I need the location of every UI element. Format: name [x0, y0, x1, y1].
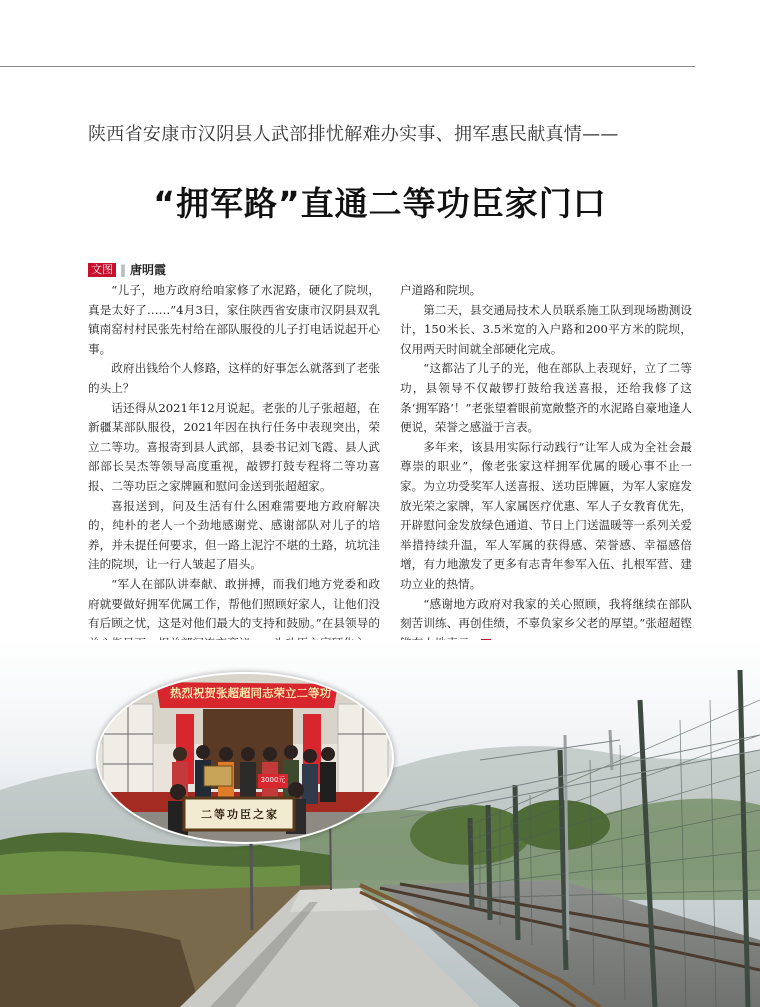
paragraph: 喜报送到，问及生活有什么困难需要地方政府解决的，纯朴的老人一个劲地感谢党、感谢部队对儿子的培养，并未提任何要求，但一路上泥泞不堪的土路，坑坑洼洼的院坝，让一行人皱起了眉头。: [88, 498, 380, 572]
paragraph: 政府出钱给个人修路，这样的好事怎么就落到了老张的头上？: [88, 361, 380, 395]
plaque-text: 二等功臣之家: [201, 808, 279, 821]
text-column-right: [400, 281, 692, 653]
paragraph: 话还得从2021年12月说起。老张的儿子张超超，在新疆某部队服役，2021年因在执行任务中表现突出，荣立二等功。喜报寄到县人武部，县委书记刘飞霞、县人武部部长吴杰等领导高度重视，敲锣打鼓专程将二等功喜报、二等功臣之家牌匾和慰问金送到张超超家。: [88, 400, 380, 493]
banner-text: 热烈祝贺张超超同志荣立二等功: [170, 686, 331, 700]
paragraph-last-text: “感谢地方政府对我家的关心照顾，我将继续在部队刻苦训练、再创佳绩，不辜负家乡父老的厚望。”张超超铿: [400, 596, 692, 631]
road-railway-photo: [0, 640, 760, 1007]
top-rule: [0, 66, 695, 67]
paragraph: “儿子，地方政府给咱家修了水泥路，硬化了院坝，真是太好了……”4月3日，家住陕西省安康市汉阴县双乳镇南窑村村民张先村给在部队服役的儿子打电话说起开心事。: [88, 283, 380, 356]
byline-author: 唐明霞: [130, 263, 167, 277]
paragraph: 第二天，县交通局技术人员联系施工队到现场勘测设计，150米长、3.5米宽的入户路和200平方米的院坝，仅用两天时间就全部硬化完成。: [400, 302, 692, 356]
paragraph: “军人在部队讲奉献、敢拼搏，而我们地方党委和政府就要做好拥军优属工作，帮他们照顾好家人，让他们没有后顾之忧，这是对他们最大的支持和鼓励。”在县领导的: [88, 576, 380, 631]
kicker-subtitle: 陕西省安康市汉阴县人武部排忧解难办实事、拥军惠民献真情——: [88, 124, 619, 145]
paragraph-continuation: 户道路和院坝。: [400, 283, 482, 297]
byline-tag: 文图: [88, 263, 116, 277]
paragraph: 多年来，该县用实际行动践行“让军人成为全社会最尊崇的职业”，像老张家这样拥军优属的暖心事不止一家。为立功受奖军人送喜报、送功臣牌匾，为军人家庭发放光荣之家牌，军人家属医疗优惠、军人子女教育优先，开辟慰问金发放绿色通道、节日上门送温暖等一系列关爱举措持续升温，军人军属的获得感、荣誉感、幸福感倍增，有力地激发了更多有志青年参军入伍、扎根军营、建功立业的热情。: [400, 439, 692, 591]
byline: [88, 261, 166, 278]
byline-separator: ‖: [120, 262, 126, 277]
article-headline: “拥军路”直通二等功臣家门口: [153, 184, 607, 223]
award-ceremony-inset-photo: [96, 672, 394, 844]
text-column-left: [88, 281, 380, 653]
cheque-text: 3000元: [260, 776, 286, 784]
paragraph: “这都沾了儿子的光，他在部队上表现好，立了二等功，县领导不仅敲锣打鼓给我送喜报，还给我修了这条‘拥军路’！”老张望着眼前宽敞整齐的水泥路自豪地逢人便说，荣誉之感溢于言表。: [400, 361, 692, 435]
